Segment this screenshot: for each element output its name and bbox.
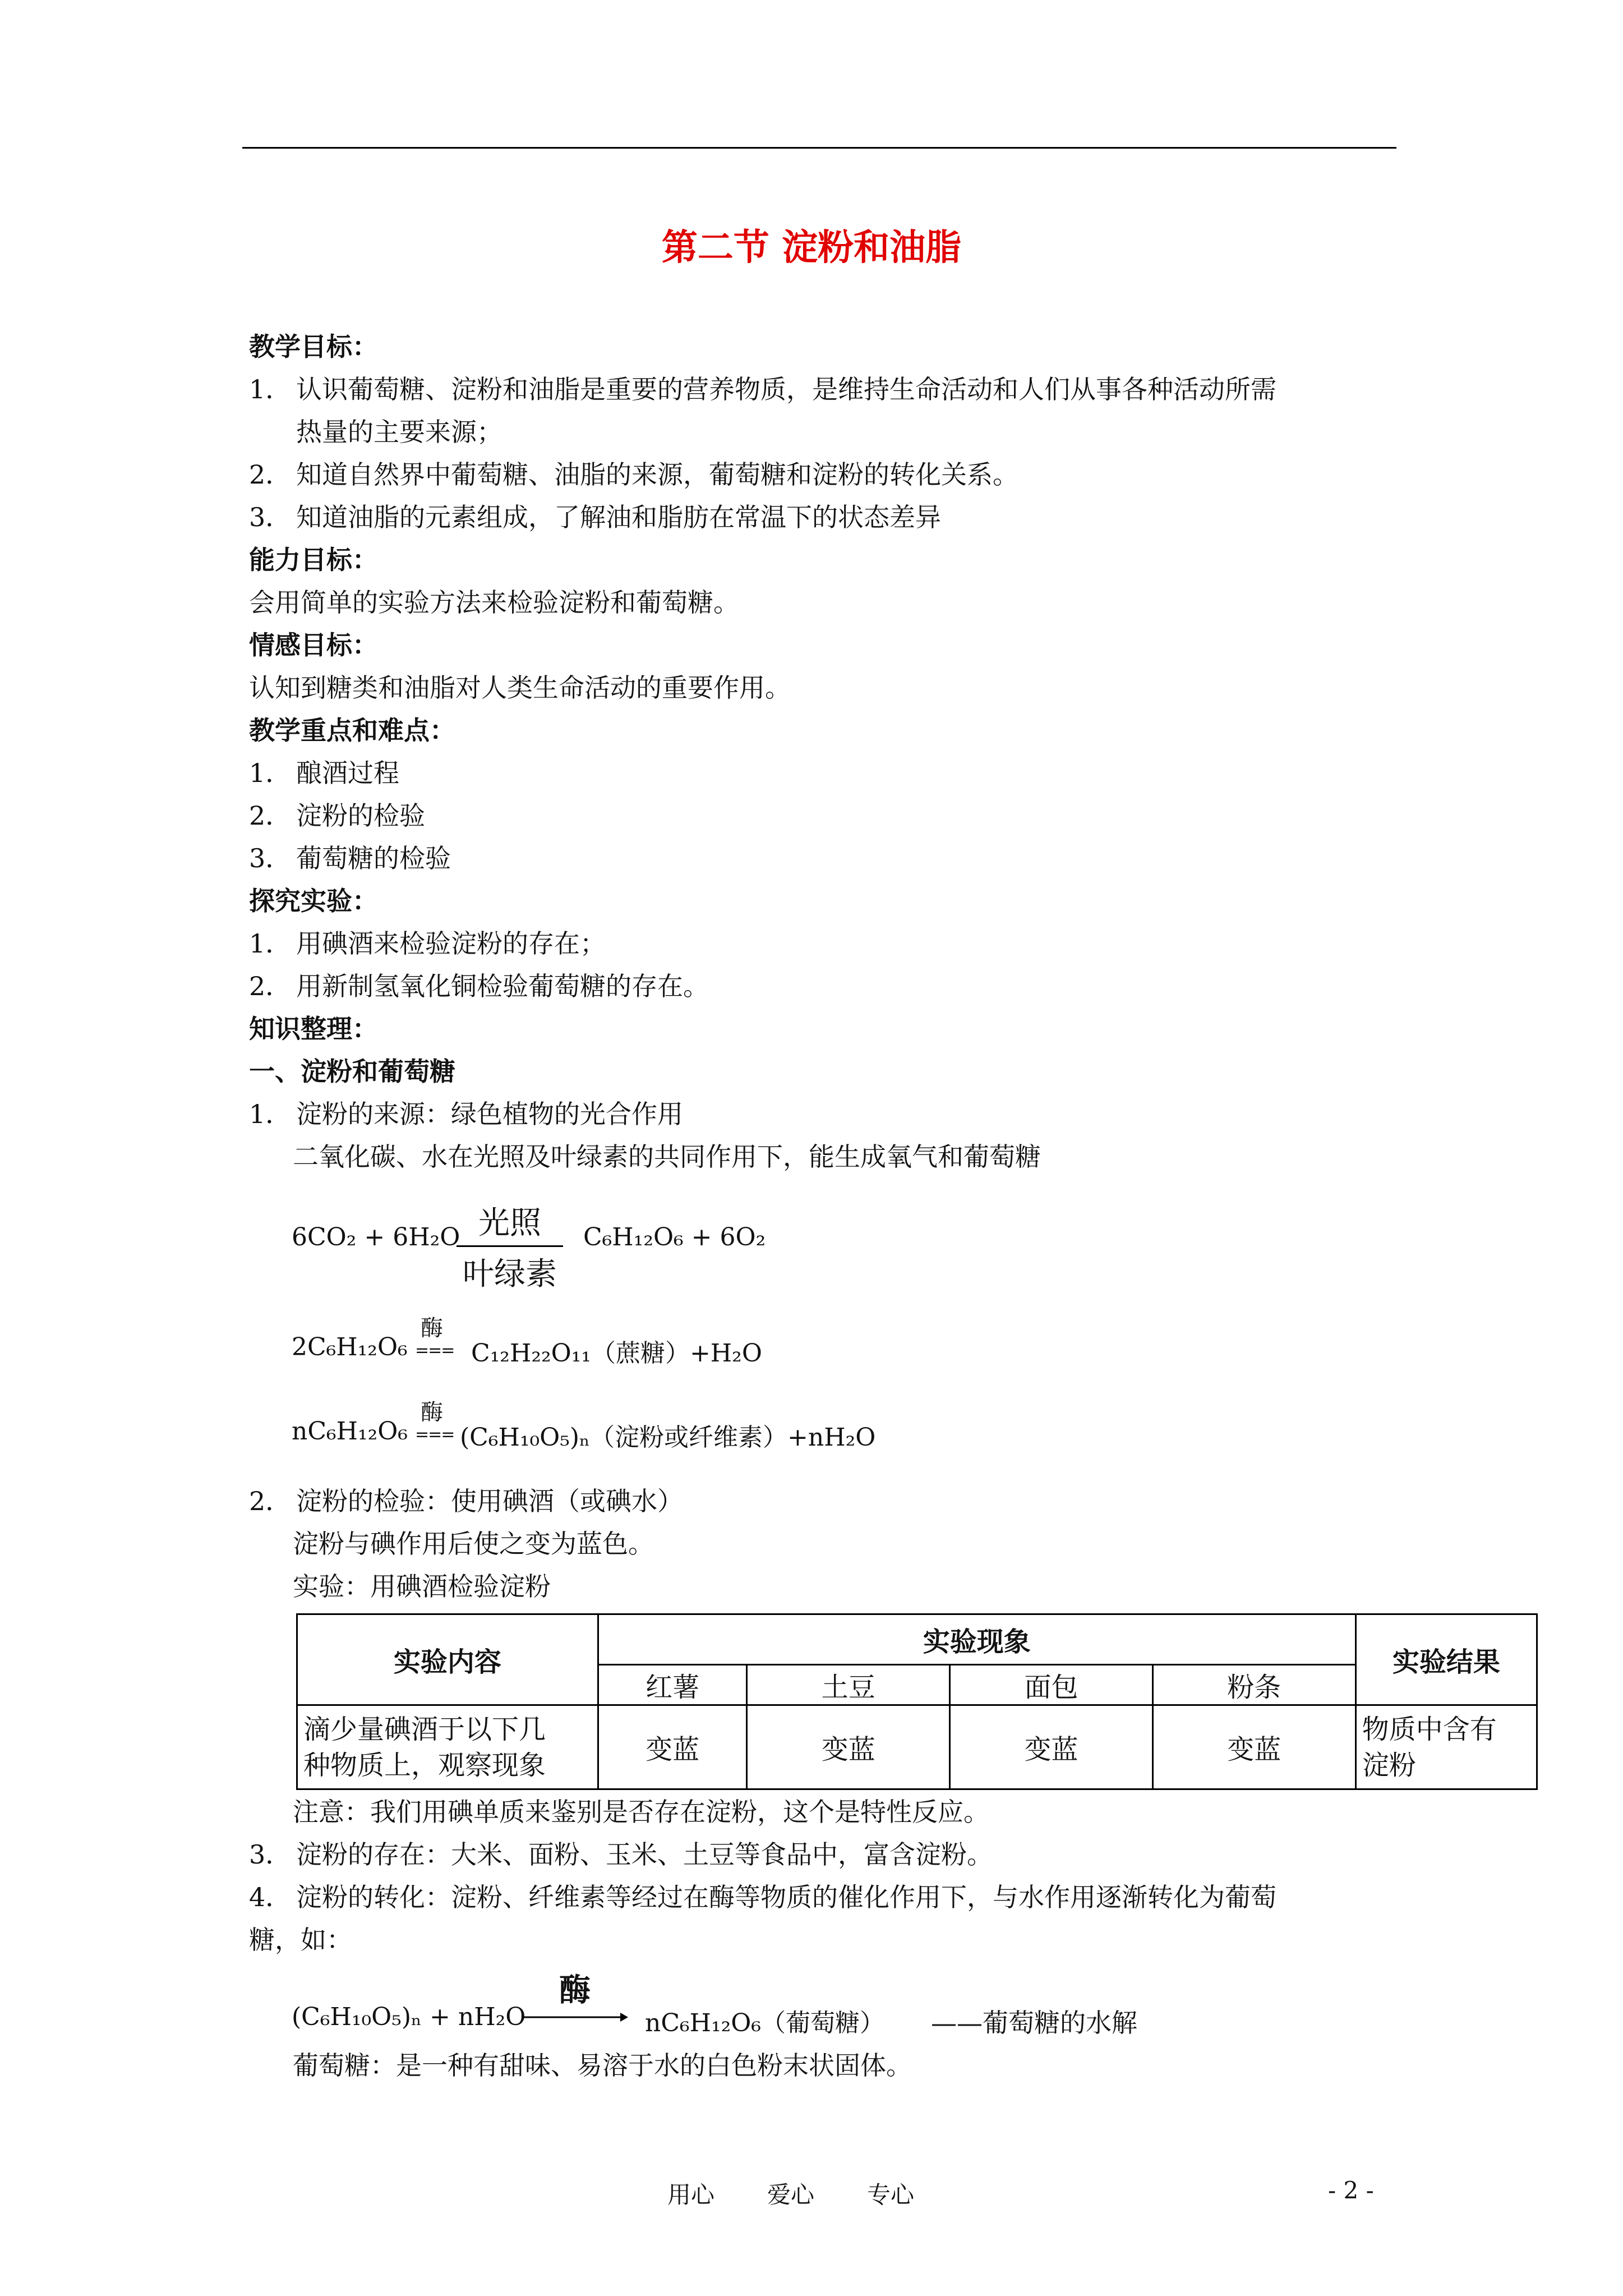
table-subheader: 粉条 xyxy=(1152,1665,1355,1705)
arrow-icon xyxy=(522,2010,628,2024)
equation-left: nC₆H₁₂O₆ xyxy=(292,1417,408,1446)
equation-right: C₁₂H₂₂O₁₁（蔗糖）+H₂O xyxy=(471,1339,762,1368)
paragraph: 葡萄糖：是一种有甜味、易溶于水的白色粉末状固体。 xyxy=(293,2050,912,2081)
table-header: 实验结果 xyxy=(1355,1614,1537,1705)
table-subheader: 土豆 xyxy=(747,1665,950,1705)
emotion-goals-heading: 情感目标： xyxy=(249,630,378,660)
paragraph: 实验：用碘酒检验淀粉 xyxy=(293,1571,551,1602)
equation-left: 6CO₂ + 6H₂O xyxy=(292,1223,460,1251)
paragraph: 淀粉与碘作用后使之变为蓝色。 xyxy=(293,1529,654,1559)
emotion-goals-text: 认知到糖类和油脂对人类生命活动的重要作用。 xyxy=(249,673,791,703)
section-heading: 一、淀粉和葡萄糖 xyxy=(249,1056,455,1087)
table-cell: 变蓝 xyxy=(598,1705,746,1789)
table-cell: 滴少量碘酒于以下几 种物质上，观察现象 xyxy=(297,1705,598,1789)
reaction-arrow xyxy=(522,1966,628,2026)
ability-goals-heading: 能力目标： xyxy=(249,545,378,575)
list-item: 1． 淀粉的来源：绿色植物的光合作用 xyxy=(249,1099,683,1129)
table-subheader: 红薯 xyxy=(598,1665,746,1705)
list-item-cont: 糖，如： xyxy=(249,1925,352,1955)
footer-motto: 用心 xyxy=(667,2181,715,2208)
equation-left: (C₆H₁₀O₅)ₙ + nH₂O xyxy=(292,2003,526,2031)
experiment-table xyxy=(296,1613,1538,1790)
key-points-heading: 教学重点和难点： xyxy=(249,715,455,746)
list-item: 4． 淀粉的转化：淀粉、纤维素等经过在酶等物质的催化作用下，与水作用逐渐转化为葡萄 xyxy=(249,1882,1276,1912)
table-header: 实验现象 xyxy=(598,1614,1355,1665)
list-item: 2． 用新制氢氧化铜检验葡萄糖的存在。 xyxy=(249,971,709,1001)
list-item: 3． 葡萄糖的检验 xyxy=(249,843,451,873)
list-item: 1． 认识葡萄糖、淀粉和油脂是重要的营养物质，是维持生命活动和人们从事各种活动所需 xyxy=(249,374,1276,404)
page-number: - 2 - xyxy=(1328,2177,1374,2204)
page-title: 第二节 淀粉和油脂 xyxy=(661,227,962,269)
list-item: 2． 知道自然界中葡萄糖、油脂的来源，葡萄糖和淀粉的转化关系。 xyxy=(249,459,1018,490)
table-header: 实验内容 xyxy=(297,1614,598,1705)
table-cell: 变蓝 xyxy=(1152,1705,1355,1789)
table-cell: 变蓝 xyxy=(950,1705,1153,1789)
experiments-heading: 探究实验： xyxy=(249,886,378,916)
footer-motto: 专心 xyxy=(867,2181,915,2208)
table-cell: 物质中含有 淀粉 xyxy=(1355,1705,1537,1789)
note: 注意：我们用碘单质来鉴别是否存在淀粉，这个是特性反应。 xyxy=(293,1797,989,1827)
enzyme-label: 酶 xyxy=(559,1972,591,2009)
equation-note: ——葡萄糖的水解 xyxy=(931,2008,1137,2038)
equation-left: 2C₆H₁₂O₆ xyxy=(292,1333,408,1361)
table-cell: 变蓝 xyxy=(747,1705,950,1789)
list-item: 1． 酿酒过程 xyxy=(249,758,399,788)
footer-motto: 爱心 xyxy=(767,2181,815,2208)
teaching-goals-heading: 教学目标： xyxy=(249,332,378,362)
equation-right: (C₆H₁₀O₅)ₙ（淀粉或纤维素）+nH₂O xyxy=(460,1423,876,1452)
list-item: 2． 淀粉的检验：使用碘酒（或碘水） xyxy=(249,1486,683,1516)
reaction-condition: 酶 === xyxy=(415,1400,454,1444)
paragraph: 二氧化碳、水在光照及叶绿素的共同作用下，能生成氧气和葡萄糖 xyxy=(293,1142,1041,1172)
list-item: 3． 淀粉的存在：大米、面粉、玉米、土豆等食品中，富含淀粉。 xyxy=(249,1839,993,1870)
list-item: 1． 用碘酒来检验淀粉的存在； xyxy=(249,928,606,959)
reaction-condition: 光照 叶绿素 xyxy=(457,1198,563,1294)
table-subheader: 面包 xyxy=(950,1665,1153,1705)
equation-right: C₆H₁₂O₆ + 6O₂ xyxy=(583,1223,766,1251)
reaction-condition: 酶 === xyxy=(415,1315,454,1360)
equation-right: nC₆H₁₂O₆（葡萄糖） xyxy=(645,2009,885,2037)
header-rule xyxy=(242,147,1396,149)
list-item: 2． 淀粉的检验 xyxy=(249,800,425,831)
knowledge-heading: 知识整理： xyxy=(249,1014,378,1044)
list-item-cont: 热量的主要来源； xyxy=(296,417,502,447)
ability-goals-text: 会用简单的实验方法来检验淀粉和葡萄糖。 xyxy=(249,587,739,618)
list-item: 3． 知道油脂的元素组成，了解油和脂肪在常温下的状态差异 xyxy=(249,502,941,532)
